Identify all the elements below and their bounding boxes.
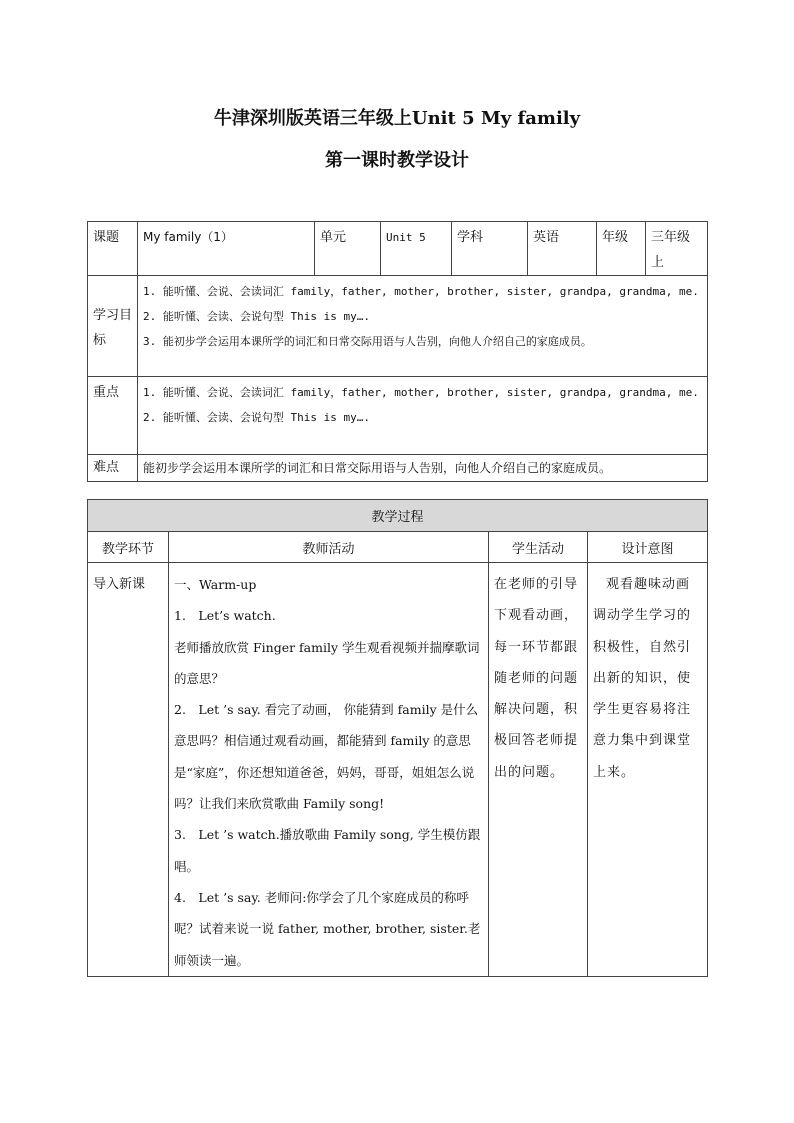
- teacher-activity-cell: [169, 563, 489, 977]
- info-table: [87, 221, 708, 482]
- stage-cell: 导入新课: [88, 563, 169, 977]
- unit-value: Unit 5: [381, 222, 452, 276]
- student-activity-cell: 在老师的引导下观看动画，每一环节都跟随老师的问题解决问题，积极回答老师提出的问题。: [489, 563, 588, 977]
- activity-line: 3. Let ’s watch.播放歌曲 Family song, 学生模仿跟唱。: [174, 827, 481, 874]
- unit-label: 单元: [315, 222, 381, 276]
- process-header: 教学过程: [88, 500, 708, 532]
- document-title: 牛津深圳版英语三年级上Unit 5 My family: [213, 108, 581, 129]
- column-header: 教师活动: [169, 532, 489, 563]
- topic-label: 课题: [88, 222, 138, 276]
- goal-item: 1. 能听懂、会说、会读词汇 family，father, mother, brother, sister, grandpa, grandma, me.: [143, 285, 699, 298]
- difficulty-label: 难点: [88, 455, 138, 482]
- key-label: 重点: [88, 377, 138, 455]
- subject-value: 英语: [528, 222, 597, 276]
- process-table: [87, 499, 708, 977]
- activity-line: 老师播放欣赏 Finger family 学生观看视频并揣摩歌词的意思？: [174, 639, 480, 686]
- goal-item: 3. 能初步学会运用本课所学的词汇和日常交际用语与人告别，向他人介绍自己的家庭成员。: [143, 335, 592, 348]
- column-header: 教学环节: [88, 532, 169, 563]
- goals-cell: [138, 276, 708, 377]
- column-header: 设计意图: [588, 532, 708, 563]
- document-subtitle: 第一课时教学设计: [325, 150, 469, 171]
- design-intent-cell: 观看趣味动画调动学生学习的积极性，自然引出新的知识，使学生更容易将注意力集中到课堂上来。: [588, 563, 708, 977]
- difficulty-value: 能初步学会运用本课所学的词汇和日常交际用语与人告别，向他人介绍自己的家庭成员。: [138, 455, 708, 482]
- activity-line: 1. Let’s watch.: [174, 608, 276, 624]
- activity-line: 4. Let ’s say. 老师问:你学会了几个家庭成员的称呼呢？试着来说一说 father, mother, brother, sister.老师领读一遍。: [174, 889, 481, 968]
- goal-item: 2. 能听懂、会读、会说句型 This is my….: [143, 310, 370, 323]
- key-points-cell: [138, 377, 708, 455]
- column-header: 学生活动: [489, 532, 588, 563]
- grade-label: 年级: [597, 222, 646, 276]
- activity-line: 2. Let ’s say. 看完了动画， 你能猜到 family 是什么意思吗？相信通过观看动画，都能猜到 family 的意思是“家庭”，你还想知道爸爸，妈妈，哥哥，姐姐怎么说吗？让我们来欣赏歌曲 Family song!: [174, 702, 479, 812]
- subject-label: 学科: [452, 222, 528, 276]
- grade-value: 三年级上: [646, 222, 708, 276]
- key-point-item: 2. 能听懂、会读、会说句型 This is my….: [143, 411, 370, 424]
- key-point-item: 1. 能听懂、会说、会读词汇 family，father, mother, brother, sister, grandpa, grandma, me.: [143, 386, 699, 399]
- activity-line: 一、Warm-up: [174, 577, 257, 592]
- goals-label: 学习目标: [88, 276, 138, 377]
- topic-value: My family（1）: [138, 222, 315, 276]
